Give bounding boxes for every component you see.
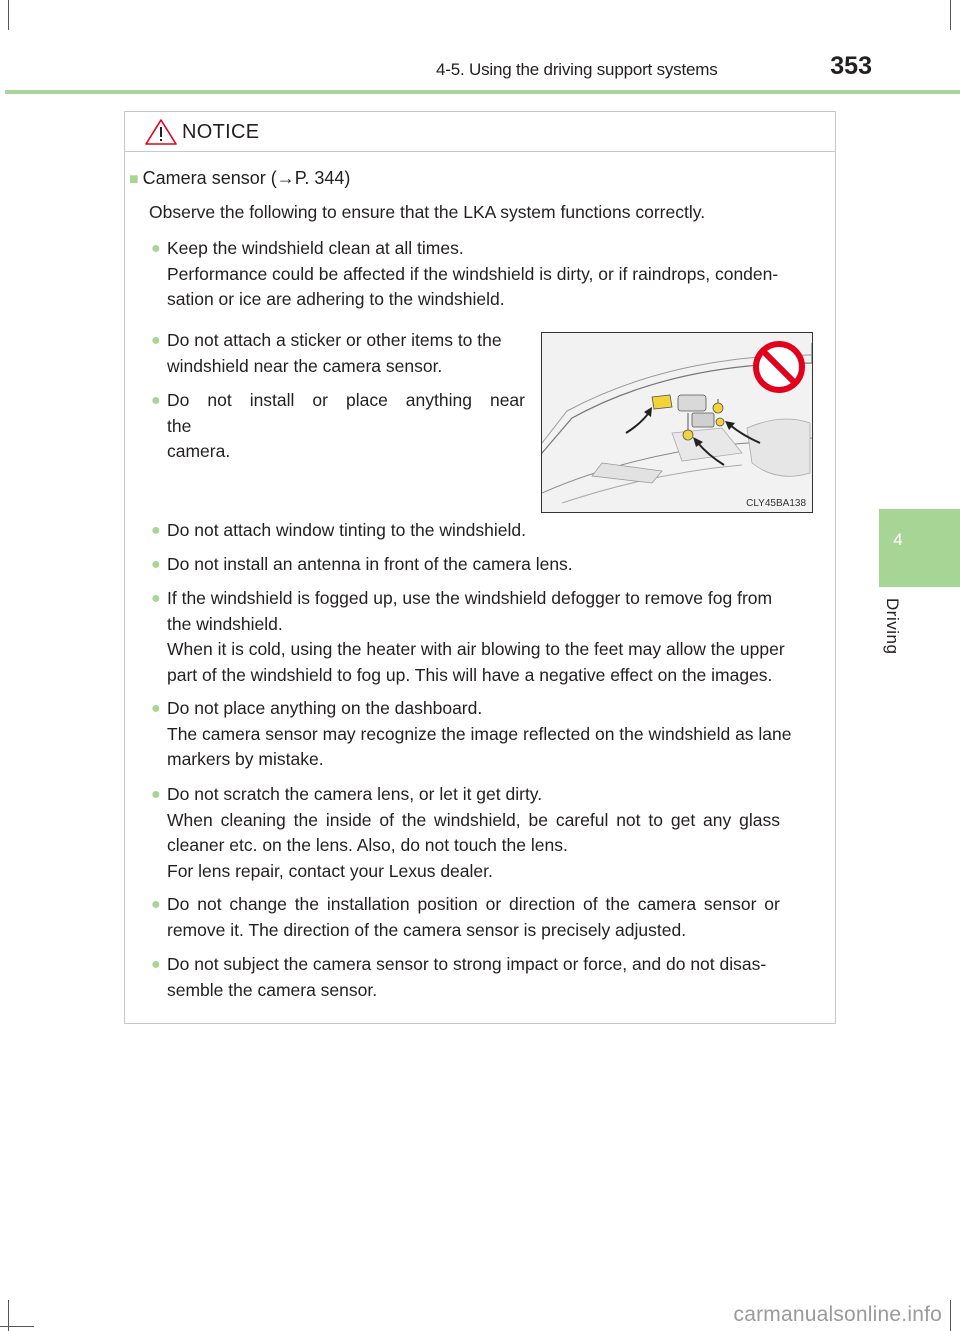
bullet-line: Do not attach a sticker or other items to the	[167, 330, 502, 350]
bullet-line: markers by mistake.	[167, 749, 324, 770]
page-number: 353	[830, 52, 872, 80]
bullet-line: part of the windshield to fog up. This will have a negative effect on the images.	[167, 665, 773, 686]
bullet-dot-icon: ●	[151, 556, 161, 573]
bullet-line: Performance could be affected if the windshield is dirty, or if raindrops, conden-	[167, 263, 779, 284]
notice-title: NOTICE	[182, 121, 260, 143]
bullet-line: For lens repair, contact your Lexus dealer.	[167, 861, 493, 882]
crop-mark	[950, 0, 951, 30]
camera-sensor-heading	[129, 168, 350, 189]
figure-code: CLY45BA138	[746, 498, 806, 509]
windshield-camera-illustration	[541, 332, 813, 513]
crop-mark	[0, 1326, 34, 1327]
chapter-label: Driving	[883, 598, 902, 655]
notice-header	[125, 112, 835, 152]
bullet-line: If the windshield is fogged up, use the windshield defogger to remove fog from	[167, 588, 773, 608]
crop-mark	[8, 0, 9, 30]
bullet-line: sation or ice are adhering to the windshield.	[167, 289, 505, 310]
bullet-line: When cleaning the inside of the windshield, be careful not to get any glass	[167, 809, 780, 830]
bullet-line: Do not install an antenna in front of the camera lens.	[167, 554, 573, 574]
bullet-line: Do not place anything on the dashboard.	[167, 698, 483, 718]
bullet-dot-icon: ●	[151, 522, 161, 539]
bullet-line: Do not install or place anything near the	[167, 390, 525, 436]
bullet-line: The camera sensor may recognize the image reflected on the windshield as lane	[167, 723, 792, 744]
chapter-number: 4	[893, 530, 903, 549]
header-rule	[5, 90, 960, 94]
section-title: 4-5. Using the driving support systems	[436, 60, 718, 79]
bullet-dot-icon: ●	[151, 240, 161, 257]
bullet-line: Do not subject the camera sensor to strong impact or force, and do not disas-	[167, 954, 767, 974]
heading-text: Camera sensor (→P. 344)	[142, 168, 351, 188]
bullet-dot-icon: ●	[151, 590, 161, 607]
bullet-line: Do not scratch the camera lens, or let it get dirty.	[167, 784, 543, 804]
bullet-line: cleaner etc. on the lens. Also, do not touch the lens.	[167, 835, 568, 856]
bullet-dot-icon: ●	[151, 332, 161, 349]
bullet-dot-icon: ●	[151, 392, 161, 409]
intro-text: Observe the following to ensure that the LKA system functions correctly.	[149, 202, 706, 222]
bullet-line: Keep the windshield clean at all times.	[167, 238, 464, 258]
warning-triangle-icon	[144, 118, 178, 146]
bullet-dot-icon: ●	[151, 956, 161, 973]
bullet-line: semble the camera sensor.	[167, 979, 378, 1000]
bullet-dot-icon: ●	[151, 700, 161, 717]
bullet-dot-icon: ●	[151, 896, 161, 913]
bullet-line: When it is cold, using the heater with air blowing to the feet may allow the upper	[167, 639, 785, 660]
bullet-line: windshield near the camera sensor.	[167, 355, 443, 376]
square-bullet-icon: ■	[129, 171, 139, 188]
bullet-line: remove it. The direction of the camera sensor is precisely adjusted.	[167, 919, 687, 940]
bullet-dot-icon: ●	[151, 786, 161, 803]
windshield-interior-drawing	[542, 333, 812, 512]
bullet-line: Do not change the installation position or direction of the camera sensor or	[167, 894, 780, 914]
bullet-line: the windshield.	[167, 613, 283, 634]
bullet-line: Do not attach window tinting to the windshield.	[167, 520, 526, 540]
bullet-line: camera.	[167, 441, 231, 462]
crop-mark	[950, 1300, 951, 1331]
watermark: carmanualsonline.info	[733, 1303, 942, 1326]
